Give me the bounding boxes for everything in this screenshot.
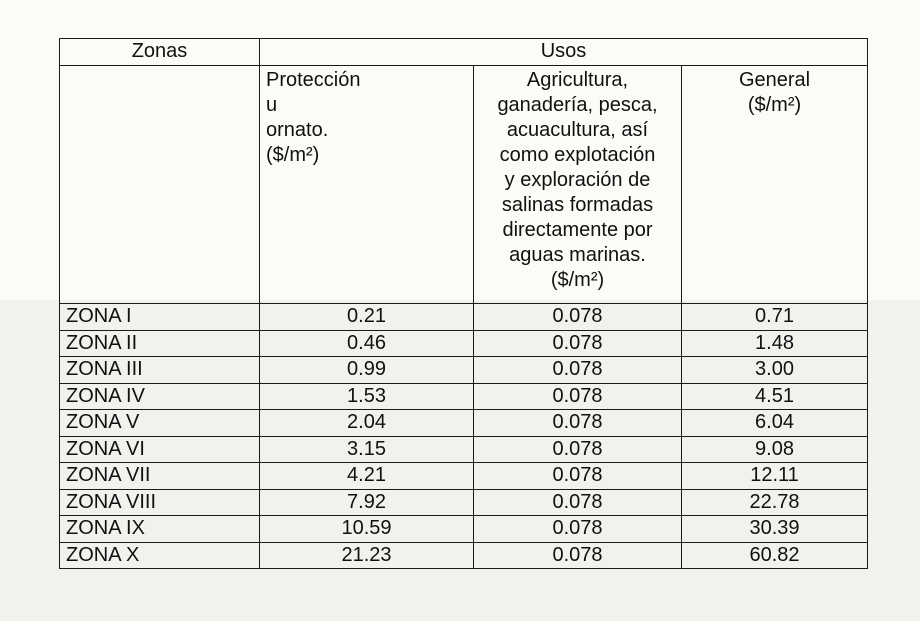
table-row	[60, 436, 868, 463]
agricultura-cell: 0.078	[474, 489, 682, 516]
agricultura-header-text: Agricultura, ganadería, pesca, acuacultura, así como explotación y exploración de salinas formadas directamente por aguas marinas. ($/m²)	[497, 69, 658, 291]
proteccion-cell: 4.21	[260, 463, 474, 490]
header-row-top	[60, 39, 868, 66]
general-cell: 22.78	[682, 489, 868, 516]
zona-cell: ZONA III	[60, 357, 260, 384]
zona-cell: ZONA VIII	[60, 489, 260, 516]
agricultura-cell: 0.078	[474, 436, 682, 463]
general-header-text: General ($/m²)	[738, 69, 811, 116]
proteccion-cell: 2.04	[260, 410, 474, 437]
zona-cell: ZONA IX	[60, 516, 260, 543]
table-row	[60, 516, 868, 543]
zona-cell: ZONA IV	[60, 383, 260, 410]
agricultura-header	[474, 66, 682, 304]
general-cell: 4.51	[682, 383, 868, 410]
proteccion-cell: 21.23	[260, 542, 474, 569]
general-cell: 9.08	[682, 436, 868, 463]
general-cell: 60.82	[682, 542, 868, 569]
table-row	[60, 357, 868, 384]
general-cell: 1.48	[682, 330, 868, 357]
zones-uses-table	[59, 38, 868, 569]
zona-cell: ZONA I	[60, 304, 260, 331]
proteccion-cell: 7.92	[260, 489, 474, 516]
table-row	[60, 304, 868, 331]
general-cell: 12.11	[682, 463, 868, 490]
agricultura-cell: 0.078	[474, 463, 682, 490]
general-cell: 30.39	[682, 516, 868, 543]
agricultura-cell: 0.078	[474, 542, 682, 569]
zona-cell: ZONA VI	[60, 436, 260, 463]
header-row-uses	[60, 66, 868, 304]
zonas-header: Zonas	[60, 39, 260, 66]
agricultura-cell: 0.078	[474, 304, 682, 331]
proteccion-cell: 0.99	[260, 357, 474, 384]
table-row	[60, 463, 868, 490]
proteccion-cell: 1.53	[260, 383, 474, 410]
zona-cell: ZONA V	[60, 410, 260, 437]
table-row	[60, 489, 868, 516]
zonas-header-spacer	[60, 66, 260, 304]
agricultura-cell: 0.078	[474, 357, 682, 384]
table-row	[60, 383, 868, 410]
proteccion-header	[260, 66, 474, 304]
general-cell: 0.71	[682, 304, 868, 331]
zona-cell: ZONA II	[60, 330, 260, 357]
general-header	[682, 66, 868, 304]
agricultura-cell: 0.078	[474, 330, 682, 357]
agricultura-cell: 0.078	[474, 516, 682, 543]
table-row	[60, 330, 868, 357]
proteccion-header-text: Protección u ornato. ($/m²)	[266, 69, 361, 166]
zona-cell: ZONA VII	[60, 463, 260, 490]
agricultura-cell: 0.078	[474, 383, 682, 410]
general-cell: 3.00	[682, 357, 868, 384]
agricultura-cell: 0.078	[474, 410, 682, 437]
proteccion-cell: 0.46	[260, 330, 474, 357]
general-cell: 6.04	[682, 410, 868, 437]
proteccion-cell: 10.59	[260, 516, 474, 543]
table-row	[60, 542, 868, 569]
table-row	[60, 410, 868, 437]
proteccion-cell: 3.15	[260, 436, 474, 463]
usos-header: Usos	[260, 39, 868, 66]
proteccion-cell: 0.21	[260, 304, 474, 331]
zona-cell: ZONA X	[60, 542, 260, 569]
